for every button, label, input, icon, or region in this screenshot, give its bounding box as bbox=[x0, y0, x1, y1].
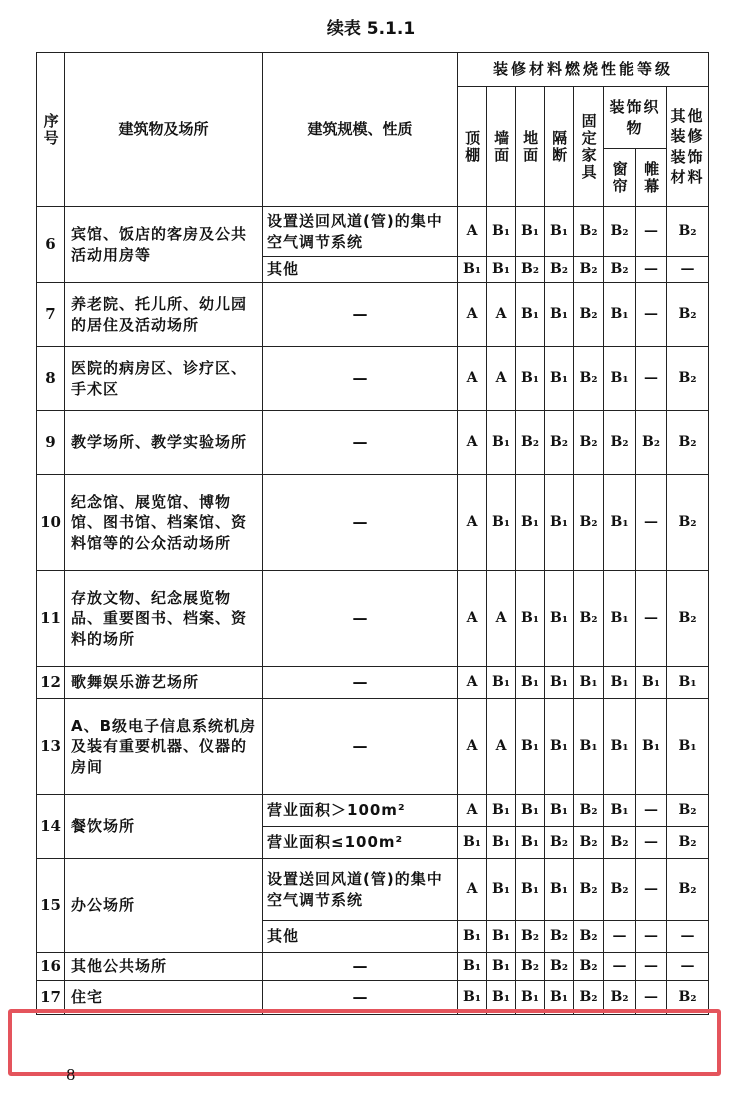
grade-cell: A bbox=[458, 207, 487, 257]
grade-cell: B₂ bbox=[545, 953, 574, 981]
grade-cell: B₁ bbox=[604, 667, 636, 699]
grade-cell: B₂ bbox=[667, 571, 709, 667]
grade-cell: B₁ bbox=[604, 347, 636, 411]
grade-cell: B₂ bbox=[574, 827, 604, 859]
building-cell: 歌舞娱乐游艺场所 bbox=[65, 667, 263, 699]
building-cell: 办公场所 bbox=[65, 859, 263, 953]
grade-cell: B₂ bbox=[667, 859, 709, 921]
grade-cell: A bbox=[458, 859, 487, 921]
row-number: 14 bbox=[37, 795, 65, 859]
header-drape: 帷幕 bbox=[636, 149, 667, 207]
header-scale: 建筑规模、性质 bbox=[263, 53, 458, 207]
grade-cell: — bbox=[636, 827, 667, 859]
header-floor: 地面 bbox=[516, 87, 545, 207]
grade-cell: B₁ bbox=[516, 283, 545, 347]
row-number: 17 bbox=[37, 981, 65, 1015]
grade-cell: B₁ bbox=[516, 571, 545, 667]
grade-cell: A bbox=[458, 283, 487, 347]
grade-cell: B₂ bbox=[604, 981, 636, 1015]
row-number: 15 bbox=[37, 859, 65, 953]
grade-cell: B₁ bbox=[487, 953, 516, 981]
table-row bbox=[37, 283, 709, 347]
grade-cell: B₁ bbox=[487, 207, 516, 257]
grade-cell: B₁ bbox=[545, 859, 574, 921]
grade-cell: B₂ bbox=[604, 257, 636, 283]
grade-cell: B₂ bbox=[667, 207, 709, 257]
grade-cell: B₂ bbox=[574, 257, 604, 283]
header-row-1 bbox=[37, 53, 709, 87]
grade-cell: — bbox=[667, 953, 709, 981]
grade-cell: A bbox=[487, 283, 516, 347]
grade-cell: B₂ bbox=[667, 411, 709, 475]
grade-cell: B₁ bbox=[516, 795, 545, 827]
grade-cell: B₁ bbox=[545, 347, 574, 411]
grade-cell: B₁ bbox=[516, 699, 545, 795]
row-number: 6 bbox=[37, 207, 65, 283]
grade-cell: B₂ bbox=[667, 827, 709, 859]
grade-cell: B₁ bbox=[545, 795, 574, 827]
building-cell: 餐饮场所 bbox=[65, 795, 263, 859]
grade-cell: B₂ bbox=[574, 207, 604, 257]
header-seq: 序号 bbox=[37, 53, 65, 207]
row-number: 13 bbox=[37, 699, 65, 795]
grade-cell: B₁ bbox=[487, 667, 516, 699]
header-wall: 墙面 bbox=[487, 87, 516, 207]
grade-cell: — bbox=[636, 953, 667, 981]
grade-cell: B₂ bbox=[574, 953, 604, 981]
grade-cell: B₂ bbox=[604, 411, 636, 475]
grade-cell: B₂ bbox=[604, 827, 636, 859]
building-cell: 其他公共场所 bbox=[65, 953, 263, 981]
scale-cell: — bbox=[263, 475, 458, 571]
header-building: 建筑物及场所 bbox=[65, 53, 263, 207]
grade-cell: B₁ bbox=[604, 699, 636, 795]
grade-cell: B₁ bbox=[667, 667, 709, 699]
grade-cell: B₂ bbox=[574, 347, 604, 411]
row-number: 8 bbox=[37, 347, 65, 411]
grade-cell: B₂ bbox=[604, 859, 636, 921]
row-number: 12 bbox=[37, 667, 65, 699]
grade-cell: — bbox=[636, 795, 667, 827]
grade-cell: B₁ bbox=[545, 699, 574, 795]
grade-cell: B₂ bbox=[574, 571, 604, 667]
header-grade-group: 装修材料燃烧性能等级 bbox=[458, 53, 709, 87]
grade-cell: B₁ bbox=[604, 795, 636, 827]
table-row bbox=[37, 475, 709, 571]
grade-cell: B₂ bbox=[667, 795, 709, 827]
grade-cell: B₂ bbox=[636, 411, 667, 475]
grade-cell: B₂ bbox=[545, 257, 574, 283]
table-body bbox=[37, 53, 709, 1015]
row-number: 9 bbox=[37, 411, 65, 475]
grade-cell: A bbox=[458, 347, 487, 411]
grade-cell: — bbox=[636, 921, 667, 953]
scale-cell: — bbox=[263, 699, 458, 795]
grade-cell: B₁ bbox=[604, 475, 636, 571]
grade-cell: B₁ bbox=[574, 699, 604, 795]
grade-cell: B₁ bbox=[604, 571, 636, 667]
row-number: 11 bbox=[37, 571, 65, 667]
table-row bbox=[37, 667, 709, 699]
table-row bbox=[37, 699, 709, 795]
grade-cell: A bbox=[458, 795, 487, 827]
grade-cell: B₁ bbox=[487, 921, 516, 953]
scale-cell: — bbox=[263, 667, 458, 699]
grade-cell: B₁ bbox=[487, 257, 516, 283]
grade-cell: B₂ bbox=[667, 283, 709, 347]
grade-cell: B₁ bbox=[574, 667, 604, 699]
grade-cell: A bbox=[487, 571, 516, 667]
grade-cell: — bbox=[636, 981, 667, 1015]
grade-cell: B₂ bbox=[574, 283, 604, 347]
building-cell: 纪念馆、展览馆、博物馆、图书馆、档案馆、资料馆等的公众活动场所 bbox=[65, 475, 263, 571]
row-number: 7 bbox=[37, 283, 65, 347]
highlight-box bbox=[8, 1009, 721, 1076]
page-number: 8 bbox=[66, 1066, 76, 1084]
scale-cell: 其他 bbox=[263, 257, 458, 283]
grade-cell: B₁ bbox=[636, 699, 667, 795]
grade-cell: A bbox=[487, 347, 516, 411]
grade-cell: B₁ bbox=[458, 981, 487, 1015]
building-cell: 住宅 bbox=[65, 981, 263, 1015]
grade-cell: B₁ bbox=[545, 207, 574, 257]
grade-cell: — bbox=[604, 921, 636, 953]
header-furniture: 固定家具 bbox=[574, 87, 604, 207]
grade-cell: B₂ bbox=[574, 921, 604, 953]
grade-cell: B₁ bbox=[487, 795, 516, 827]
table-row bbox=[37, 859, 709, 921]
scale-cell: 营业面积≤100m² bbox=[263, 827, 458, 859]
grade-cell: B₂ bbox=[667, 475, 709, 571]
grade-cell: B₂ bbox=[545, 411, 574, 475]
grade-cell: B₁ bbox=[516, 827, 545, 859]
grade-cell: A bbox=[458, 571, 487, 667]
row-number: 16 bbox=[37, 953, 65, 981]
grade-cell: B₁ bbox=[487, 859, 516, 921]
grade-cell: A bbox=[458, 475, 487, 571]
scale-cell: — bbox=[263, 953, 458, 981]
table-row bbox=[37, 953, 709, 981]
header-other: 其他装修装饰材料 bbox=[667, 87, 709, 207]
scale-cell: — bbox=[263, 411, 458, 475]
grade-cell: — bbox=[667, 257, 709, 283]
building-cell: 存放文物、纪念展览物品、重要图书、档案、资料的场所 bbox=[65, 571, 263, 667]
header-fabric: 装饰织物 bbox=[604, 87, 667, 149]
grade-cell: B₁ bbox=[516, 347, 545, 411]
grade-cell: B₁ bbox=[487, 411, 516, 475]
scale-cell: — bbox=[263, 981, 458, 1015]
grade-cell: — bbox=[636, 571, 667, 667]
grade-cell: B₂ bbox=[574, 859, 604, 921]
grade-cell: B₁ bbox=[545, 981, 574, 1015]
grade-cell: — bbox=[636, 257, 667, 283]
grade-cell: — bbox=[636, 283, 667, 347]
grade-cell: B₁ bbox=[487, 981, 516, 1015]
grade-cell: B₁ bbox=[516, 475, 545, 571]
table-row bbox=[37, 571, 709, 667]
scale-cell: 其他 bbox=[263, 921, 458, 953]
grade-cell: B₂ bbox=[667, 981, 709, 1015]
fire-rating-table bbox=[36, 52, 709, 1015]
grade-cell: B₂ bbox=[516, 953, 545, 981]
grade-cell: — bbox=[636, 347, 667, 411]
grade-cell: — bbox=[667, 921, 709, 953]
grade-cell: B₁ bbox=[516, 667, 545, 699]
grade-cell: B₁ bbox=[636, 667, 667, 699]
grade-cell: B₂ bbox=[667, 347, 709, 411]
grade-cell: B₂ bbox=[516, 921, 545, 953]
grade-cell: A bbox=[487, 699, 516, 795]
grade-cell: B₁ bbox=[604, 283, 636, 347]
grade-cell: B₂ bbox=[574, 411, 604, 475]
table-row bbox=[37, 207, 709, 257]
grade-cell: B₁ bbox=[516, 207, 545, 257]
header-curtain: 窗帘 bbox=[604, 149, 636, 207]
grade-cell: — bbox=[636, 207, 667, 257]
building-cell: 宾馆、饭店的客房及公共活动用房等 bbox=[65, 207, 263, 283]
grade-cell: — bbox=[636, 475, 667, 571]
grade-cell: B₁ bbox=[458, 257, 487, 283]
grade-cell: B₂ bbox=[516, 411, 545, 475]
grade-cell: B₂ bbox=[574, 475, 604, 571]
grade-cell: B₁ bbox=[487, 827, 516, 859]
grade-cell: B₁ bbox=[545, 283, 574, 347]
grade-cell: B₂ bbox=[516, 257, 545, 283]
table-row bbox=[37, 411, 709, 475]
grade-cell: B₂ bbox=[574, 795, 604, 827]
building-cell: 教学场所、教学实验场所 bbox=[65, 411, 263, 475]
scale-cell: — bbox=[263, 571, 458, 667]
header-partition: 隔断 bbox=[545, 87, 574, 207]
scale-cell: 营业面积＞100m² bbox=[263, 795, 458, 827]
building-cell: A、B级电子信息系统机房及装有重要机器、仪器的房间 bbox=[65, 699, 263, 795]
grade-cell: B₁ bbox=[545, 667, 574, 699]
grade-cell: — bbox=[636, 859, 667, 921]
table-title: 续表 5.1.1 bbox=[326, 19, 416, 39]
grade-cell: B₂ bbox=[545, 827, 574, 859]
scale-cell: 设置送回风道(管)的集中空气调节系统 bbox=[263, 207, 458, 257]
table-row bbox=[37, 795, 709, 827]
grade-cell: B₁ bbox=[667, 699, 709, 795]
grade-cell: B₁ bbox=[458, 827, 487, 859]
scale-cell: — bbox=[263, 283, 458, 347]
building-cell: 养老院、托儿所、幼儿园的居住及活动场所 bbox=[65, 283, 263, 347]
grade-cell: B₂ bbox=[545, 921, 574, 953]
header-ceiling: 顶棚 bbox=[458, 87, 487, 207]
grade-cell: B₁ bbox=[487, 475, 516, 571]
grade-cell: B₁ bbox=[516, 859, 545, 921]
grade-cell: B₁ bbox=[545, 475, 574, 571]
grade-cell: — bbox=[604, 953, 636, 981]
grade-cell: B₂ bbox=[604, 207, 636, 257]
grade-cell: B₁ bbox=[516, 981, 545, 1015]
grade-cell: B₁ bbox=[545, 571, 574, 667]
scale-cell: 设置送回风道(管)的集中空气调节系统 bbox=[263, 859, 458, 921]
grade-cell: B₂ bbox=[574, 981, 604, 1015]
grade-cell: A bbox=[458, 699, 487, 795]
scale-cell: — bbox=[263, 347, 458, 411]
row-number: 10 bbox=[37, 475, 65, 571]
grade-cell: B₁ bbox=[458, 953, 487, 981]
grade-cell: A bbox=[458, 667, 487, 699]
grade-cell: B₁ bbox=[458, 921, 487, 953]
building-cell: 医院的病房区、诊疗区、手术区 bbox=[65, 347, 263, 411]
grade-cell: A bbox=[458, 411, 487, 475]
table-row bbox=[37, 347, 709, 411]
